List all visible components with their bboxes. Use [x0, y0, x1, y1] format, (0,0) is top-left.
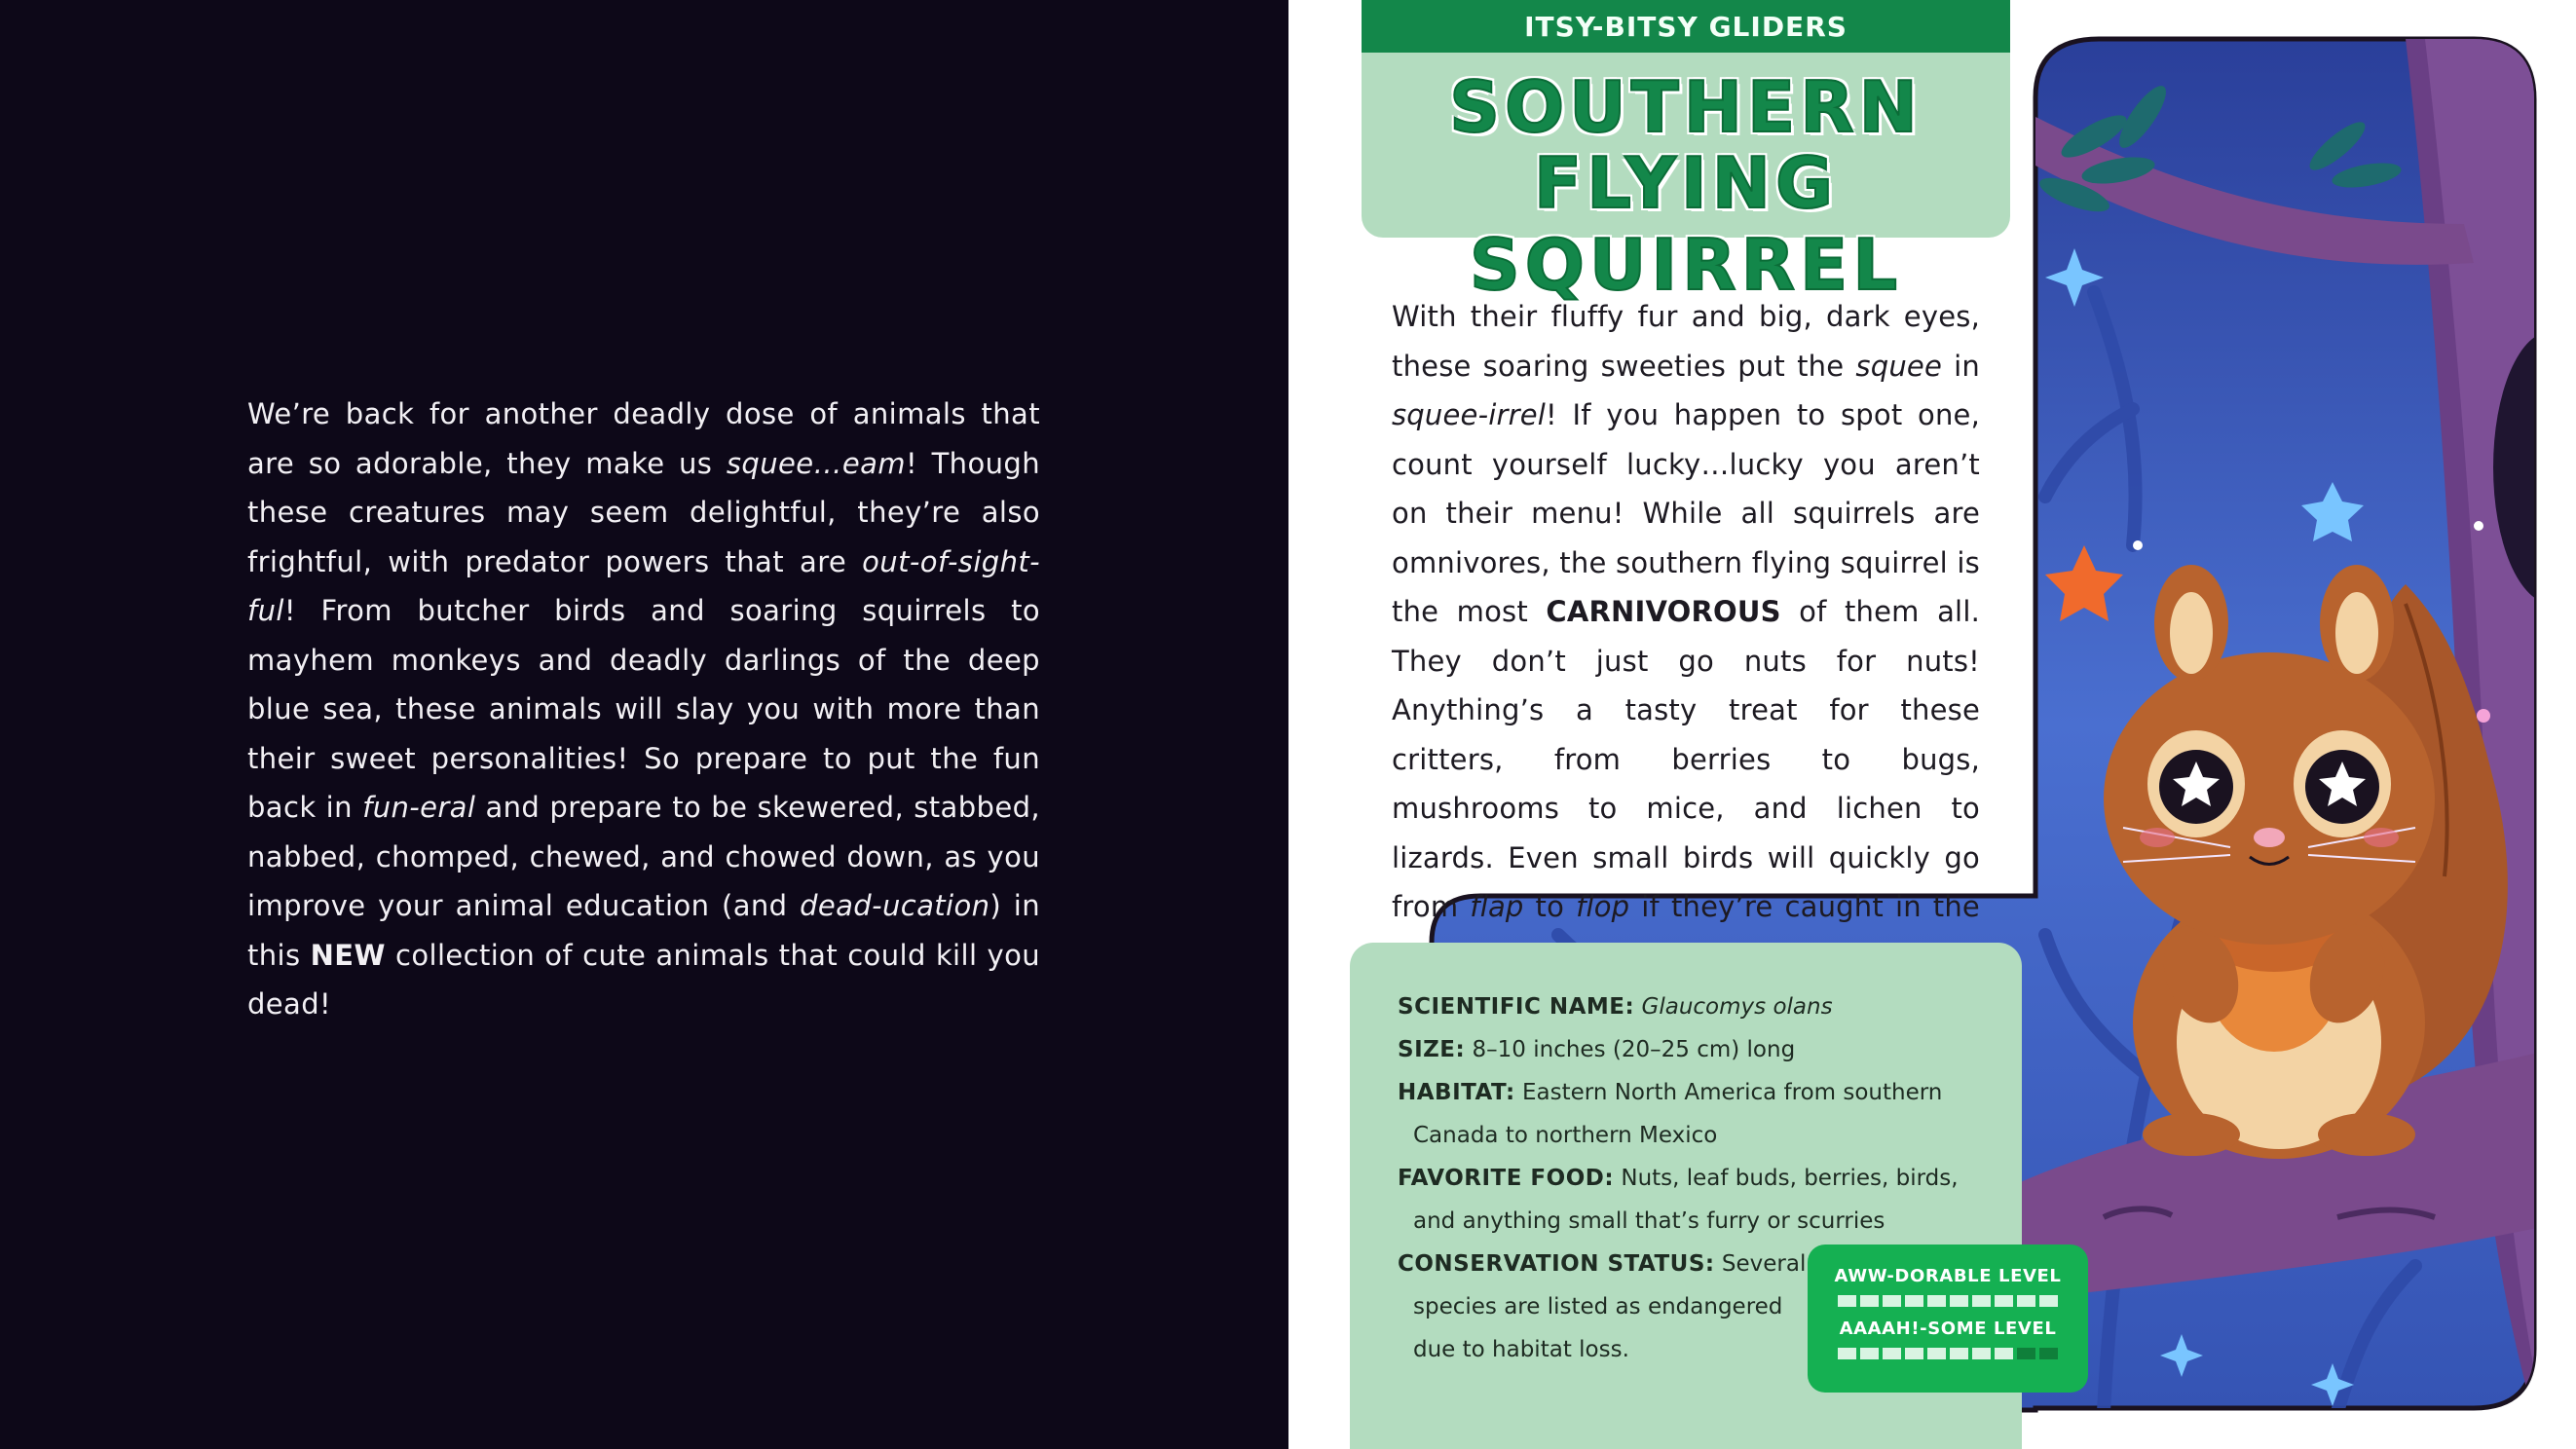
fact-size: [1398, 1028, 1982, 1071]
category-label: ITSY-BITSY GLIDERS: [1524, 10, 1848, 43]
category-banner: [1362, 0, 2010, 53]
fact-habitat: [1398, 1071, 1982, 1157]
text-run: squee…eam: [726, 446, 906, 480]
text-run: out-of-sight-ful: [247, 544, 1040, 627]
level-segment: [2017, 1348, 2035, 1359]
text-run: ! If you happen to spot one, count yourself lucky…lucky you aren’t on their menu! While all squirrels are omnivores, the southern flying squirrel is the most: [1392, 398, 1980, 628]
level-segment: [1883, 1295, 1901, 1307]
aww-level-meter: [1838, 1295, 2058, 1307]
levels-box: [1808, 1245, 2088, 1393]
fact-value-continued: species are listed as endangered: [1413, 1294, 1783, 1319]
text-run: in: [1942, 349, 1980, 383]
aww-level-label: AWW-DORABLE LEVEL: [1834, 1266, 2062, 1286]
level-segment: [1927, 1348, 1946, 1359]
title-line-1: SOUTHERN: [1449, 66, 1923, 148]
level-segment: [2039, 1295, 2058, 1307]
level-segment: [1950, 1348, 1968, 1359]
level-segment: [1972, 1348, 1991, 1359]
text-run: We’re back for another deadly dose of animals that are so adorable, they make us: [247, 397, 1040, 480]
text-run: ! From butcher birds and soaring squirrels to mayhem monkeys and deadly darlings of the deep blue sea, these animals will slay you with more than their sweet personalities! So prepare to put the fun back in: [247, 594, 1040, 824]
text-run: CARNIVOROUS: [1546, 595, 1781, 628]
fact-label: FAVORITE FOOD:: [1398, 1166, 1615, 1191]
fact-label: SCIENTIFIC NAME:: [1398, 994, 1635, 1020]
text-run: NEW: [310, 938, 386, 972]
level-segment: [1995, 1348, 2013, 1359]
fact-value: Glaucomys olans: [1641, 994, 1833, 1020]
title-line-2: FLYING SQUIRREL: [1469, 142, 1903, 306]
level-segment: [1838, 1295, 1856, 1307]
level-segment: [1927, 1295, 1946, 1307]
title-box: [1362, 53, 2010, 306]
fact-value-continued: and anything small that’s furry or scurries: [1413, 1208, 1885, 1234]
fact-value: Nuts, leaf buds, berries, birds,: [1621, 1166, 1959, 1191]
level-segment: [2017, 1295, 2035, 1307]
level-segment: [1972, 1295, 1991, 1307]
text-run: flop: [1576, 890, 1630, 923]
fact-favorite-food: [1398, 1157, 1982, 1243]
intro-paragraph: [247, 390, 1040, 1029]
fact-value: 8–10 inches (20–25 cm) long: [1472, 1037, 1796, 1062]
text-run: if they’re caught in the: [1641, 890, 1980, 923]
aaah-level-label: AAAAH!-SOME LEVEL: [1839, 1319, 2057, 1339]
level-segment: [1905, 1295, 1923, 1307]
level-segment: [1883, 1348, 1901, 1359]
level-segment: [1950, 1295, 1968, 1307]
level-segment: [1905, 1348, 1923, 1359]
level-segment: [1838, 1348, 1856, 1359]
text-run: of them all. They don’t just go nuts for nuts! Anything’s a tasty treat for these critters, from berries to bugs, mushrooms to mice, and lichen to lizards. Even small birds will quickly go from: [1392, 595, 1980, 923]
level-segment: [1860, 1348, 1879, 1359]
fact-value-continued: due to habitat loss.: [1413, 1337, 1629, 1362]
fact-value-continued: Canada to northern Mexico: [1413, 1123, 1718, 1148]
text-run: to: [1523, 890, 1577, 923]
fact-value: Several: [1721, 1251, 1807, 1277]
text-run: dead-ucation: [800, 889, 990, 922]
text-run: ) in this: [247, 889, 1040, 972]
aaah-level-meter: [1838, 1348, 2058, 1359]
entry-body-paragraph: [1392, 292, 1980, 981]
text-run: fun-eral: [362, 791, 476, 824]
text-run: and prepare to be skewered, stabbed, nabbed, chomped, chewed, and chowed down, as you improve your animal education (and: [247, 791, 1040, 922]
text-run: flap: [1470, 890, 1524, 923]
text-run: squee: [1855, 349, 1943, 383]
fact-label: SIZE:: [1398, 1037, 1466, 1062]
text-run: With their fluffy fur and big, dark eyes, these soaring sweeties put the: [1392, 300, 1980, 383]
text-run: collection of cute animals that could kill you dead!: [247, 938, 1040, 1021]
fact-scientific-name: [1398, 985, 1982, 1028]
text-run: squee-irrel: [1392, 398, 1547, 431]
level-segment: [1995, 1295, 2013, 1307]
fact-label: CONSERVATION STATUS:: [1398, 1251, 1715, 1277]
level-segment: [1860, 1295, 1879, 1307]
fact-value: Eastern North America from southern: [1522, 1080, 1943, 1105]
text-run: ! Though these creatures may seem delightful, they’re also frightful, with predator powers that are: [247, 446, 1040, 578]
fact-label: HABITAT:: [1398, 1080, 1515, 1105]
level-segment: [2039, 1348, 2058, 1359]
